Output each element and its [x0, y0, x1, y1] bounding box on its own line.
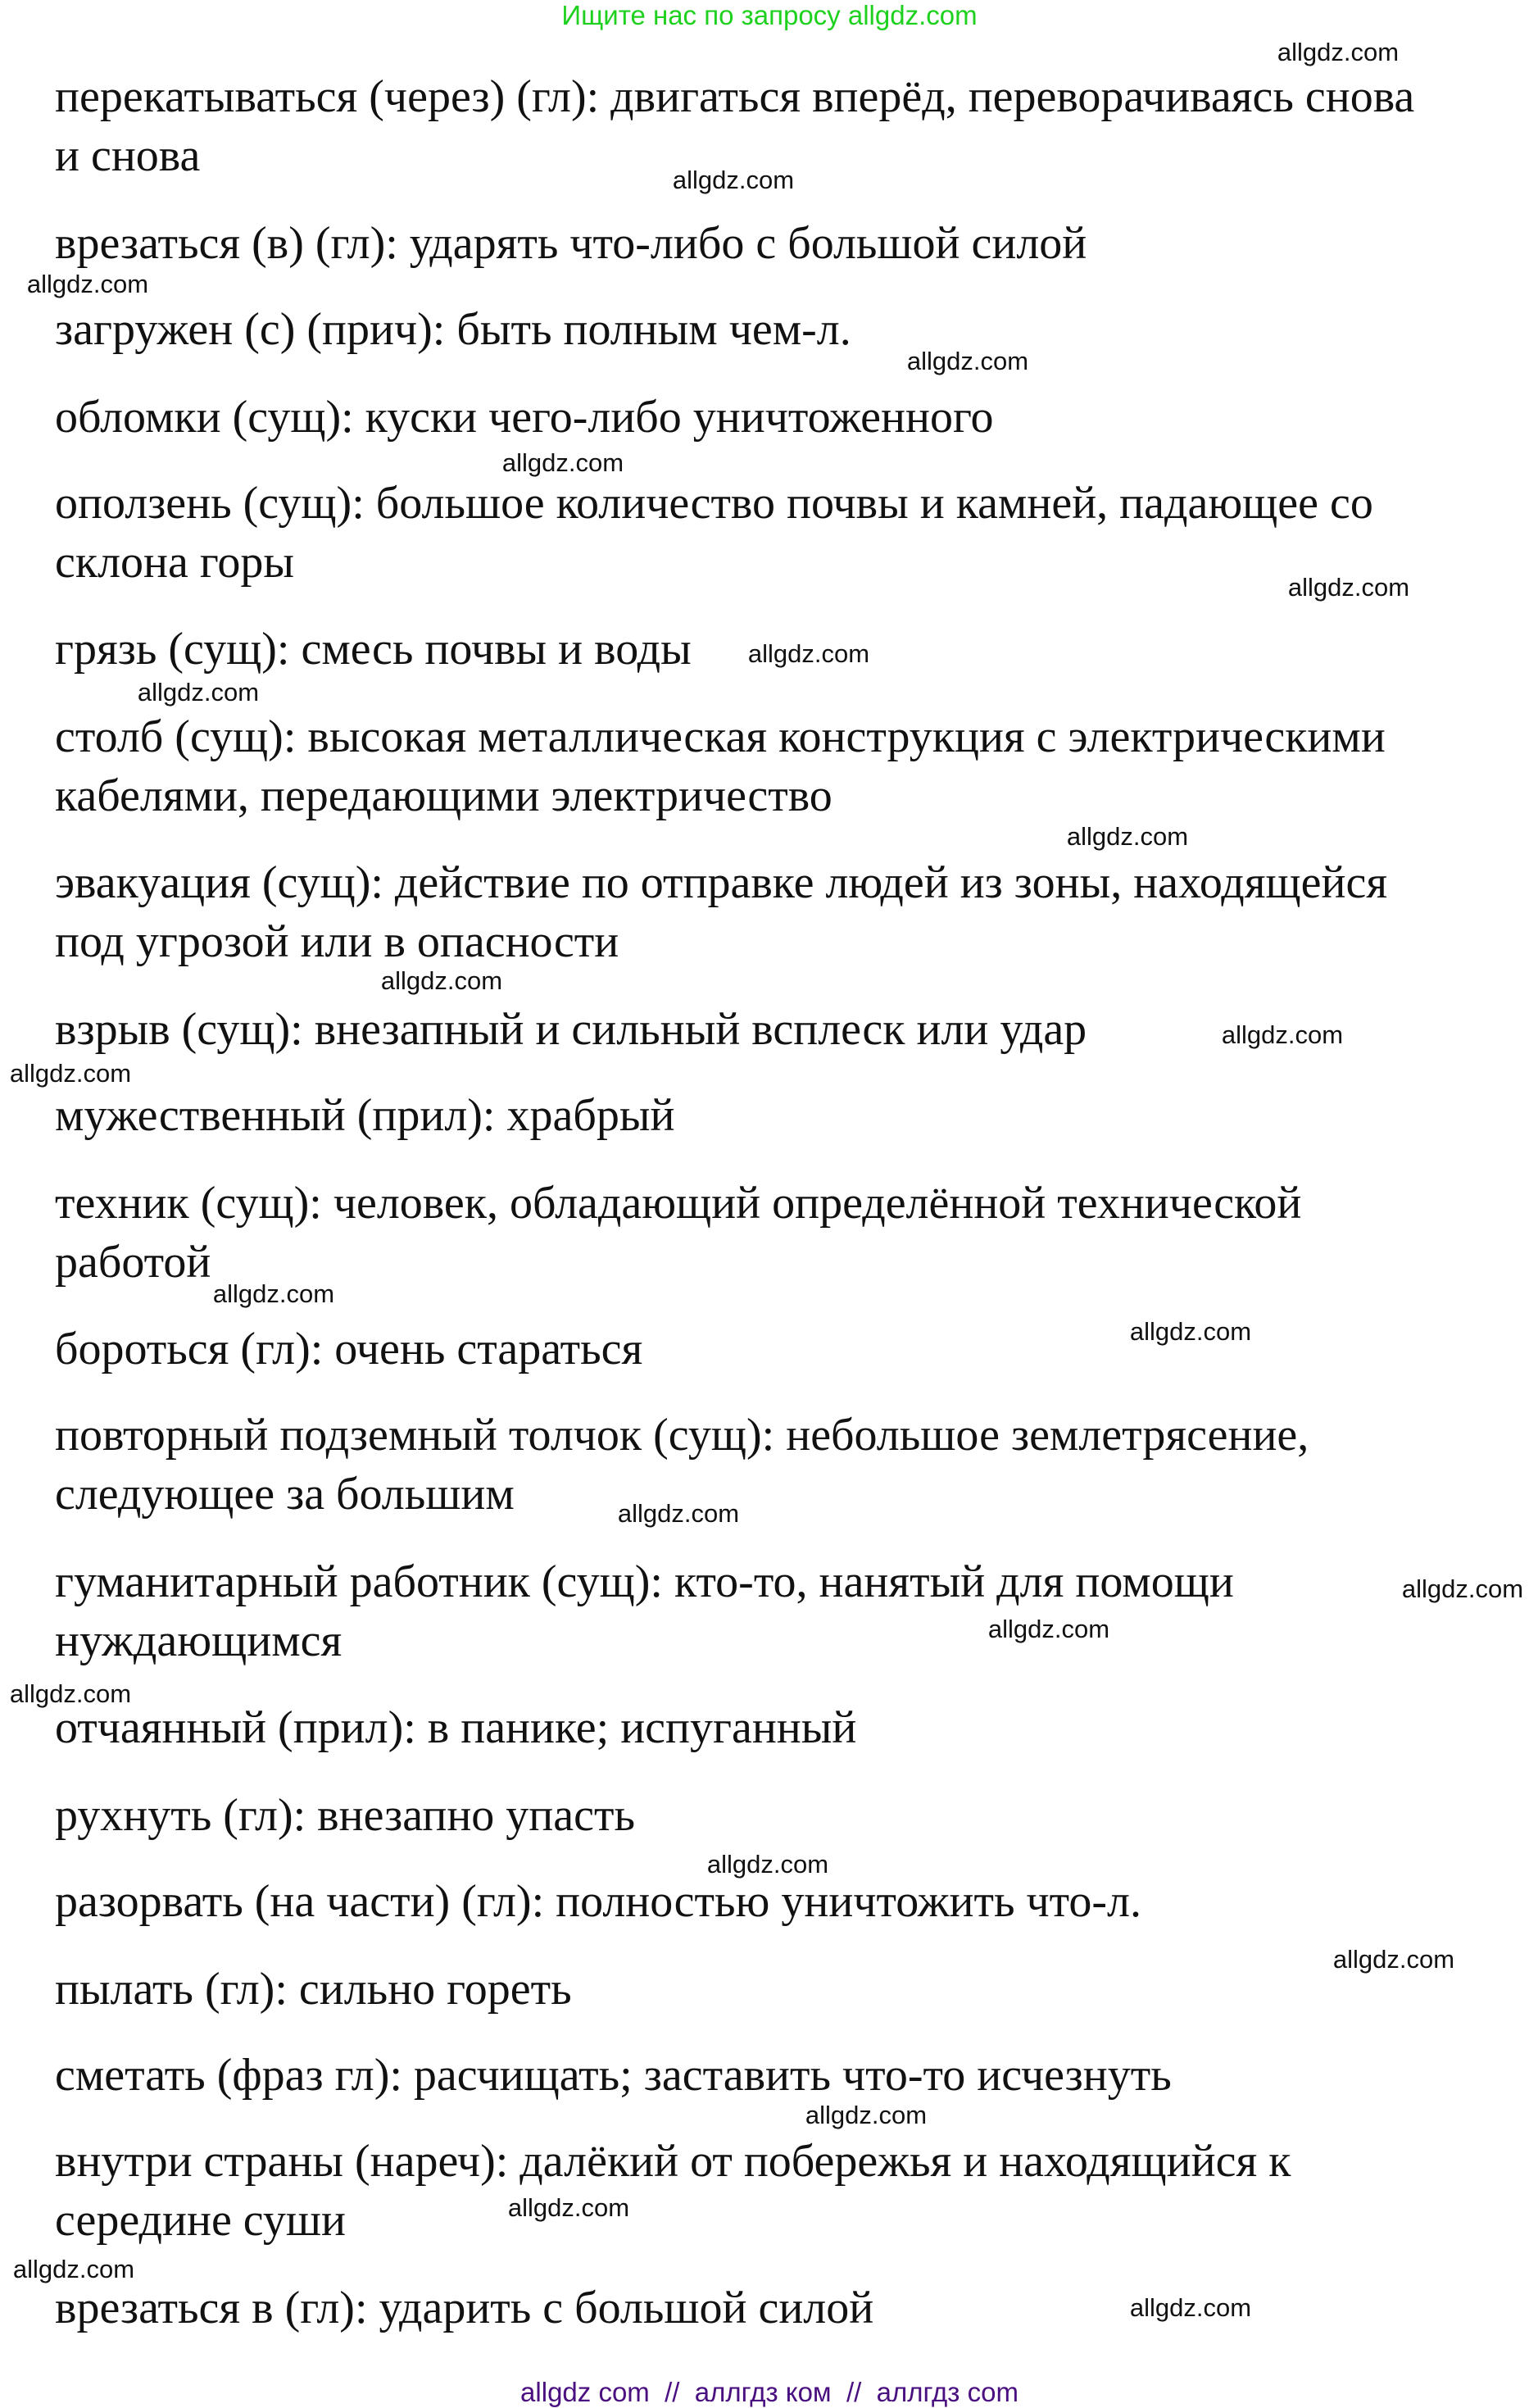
- entry-line: отчаянный (прил): в панике; испуганный: [55, 1702, 857, 1753]
- watermark: allgdz.com: [987, 1615, 1110, 1643]
- entry-line: гуманитарный работник (сущ): кто-то, нанятый для помощи: [55, 1556, 1234, 1607]
- glossary-entry: [55, 2279, 873, 2338]
- glossary-entry: [55, 300, 851, 359]
- entry-line: рухнуть (гл): внезапно упасть: [55, 1790, 635, 1841]
- entry-line: мужественный (прил): храбрый: [55, 1090, 675, 1141]
- entry-line: следующее за большим: [55, 1469, 515, 1520]
- watermark: allgdz.com: [1332, 1945, 1455, 1974]
- glossary-entry: [55, 1698, 856, 1757]
- entry-line: пылать (гл): сильно гореть: [55, 1964, 572, 2015]
- glossary-entry: [55, 1174, 1301, 1292]
- entry-line: грязь (сущ): смесь почвы и воды: [55, 624, 692, 675]
- glossary-entry: [55, 1086, 674, 1145]
- entry-line: врезаться (в) (гл): ударять что-либо с большой силой: [55, 218, 1087, 269]
- entry-line: загружен (с) (прич): быть полным чем-л.: [55, 304, 851, 355]
- glossary-entry: [55, 1552, 1234, 1670]
- entry-line: середине суши: [55, 2195, 347, 2246]
- glossary-entry: [55, 620, 692, 679]
- glossary-entry: [55, 2046, 1172, 2105]
- watermark: allgdz.com: [805, 2101, 928, 2129]
- glossary-entry: [55, 1872, 1141, 1931]
- entry-line: эвакуация (сущ): действие по отправке людей из зоны, находящейся: [55, 857, 1388, 908]
- glossary-entry: [55, 1320, 642, 1379]
- entry-line: перекатываться (через) (гл): двигаться вперёд, переворачиваясь снова: [55, 71, 1415, 122]
- watermark: allgdz.com: [380, 966, 503, 995]
- entry-line: работой: [55, 1237, 211, 1288]
- entry-line: нуждающимся: [55, 1615, 343, 1666]
- glossary-entry: [55, 853, 1387, 971]
- watermark: allgdz.com: [672, 166, 795, 194]
- entry-line: склона горы: [55, 537, 295, 588]
- watermark: allgdz.com: [906, 347, 1029, 375]
- glossary-entry: [55, 1960, 572, 2019]
- entry-line: разорвать (на части) (гл): полностью уничтожить что-л.: [55, 1876, 1141, 1927]
- watermark: allgdz.com: [747, 639, 870, 668]
- watermark: allgdz.com: [212, 1279, 335, 1308]
- footer-banner: allgdz com // аллгдз ком // аллгдз com: [520, 2377, 1019, 2407]
- watermark: allgdz.com: [1066, 822, 1189, 851]
- watermark: allgdz.com: [26, 270, 149, 298]
- watermark: allgdz.com: [507, 2193, 630, 2222]
- search-banner: Ищите нас по запросу allgdz.com: [561, 0, 978, 30]
- entry-line: повторный подземный толчок (сущ): небольшое землетрясение,: [55, 1410, 1309, 1461]
- glossary-entry: [55, 474, 1373, 592]
- watermark: allgdz.com: [501, 448, 624, 477]
- watermark: allgdz.com: [1277, 38, 1400, 66]
- entry-line: столб (сущ): высокая металлическая конструкция с электрическими: [55, 711, 1386, 762]
- watermark: allgdz.com: [1129, 1317, 1252, 1346]
- entry-line: бороться (гл): очень стараться: [55, 1324, 643, 1374]
- entry-line: техник (сущ): человек, обладающий определённой технической: [55, 1178, 1302, 1229]
- glossary-entry: [55, 1786, 635, 1845]
- watermark: allgdz.com: [617, 1499, 740, 1528]
- watermark: allgdz.com: [137, 678, 260, 706]
- watermark: allgdz.com: [1129, 2293, 1252, 2322]
- watermark: allgdz.com: [9, 1059, 132, 1088]
- entry-line: врезаться в (гл): ударить с большой силой: [55, 2283, 874, 2333]
- watermark: allgdz.com: [1221, 1020, 1344, 1049]
- entry-line: обломки (сущ): куски чего-либо уничтоженного: [55, 392, 994, 443]
- watermark: allgdz.com: [706, 1850, 829, 1879]
- watermark: allgdz.com: [1401, 1574, 1524, 1603]
- entry-line: кабелями, передающими электричество: [55, 770, 833, 821]
- glossary-entry: [55, 388, 994, 447]
- entry-line: под угрозой или в опасности: [55, 916, 619, 967]
- glossary-entry: [55, 214, 1087, 273]
- watermark: allgdz.com: [9, 1679, 132, 1708]
- entry-line: взрыв (сущ): внезапный и сильный всплеск или удар: [55, 1004, 1087, 1055]
- glossary-entry: [55, 1000, 1087, 1059]
- watermark: allgdz.com: [1287, 573, 1410, 602]
- glossary-entry: [55, 707, 1386, 825]
- entry-line: оползень (сущ): большое количество почвы и камней, падающее со: [55, 478, 1373, 529]
- watermark: allgdz.com: [12, 2255, 135, 2283]
- entry-line: и снова: [55, 130, 201, 181]
- entry-line: внутри страны (нареч): далёкий от побережья и находящийся к: [55, 2136, 1291, 2187]
- entry-line: сметать (фраз гл): расчищать; заставить что-то исчезнуть: [55, 2050, 1172, 2101]
- glossary-entry: [55, 2132, 1291, 2250]
